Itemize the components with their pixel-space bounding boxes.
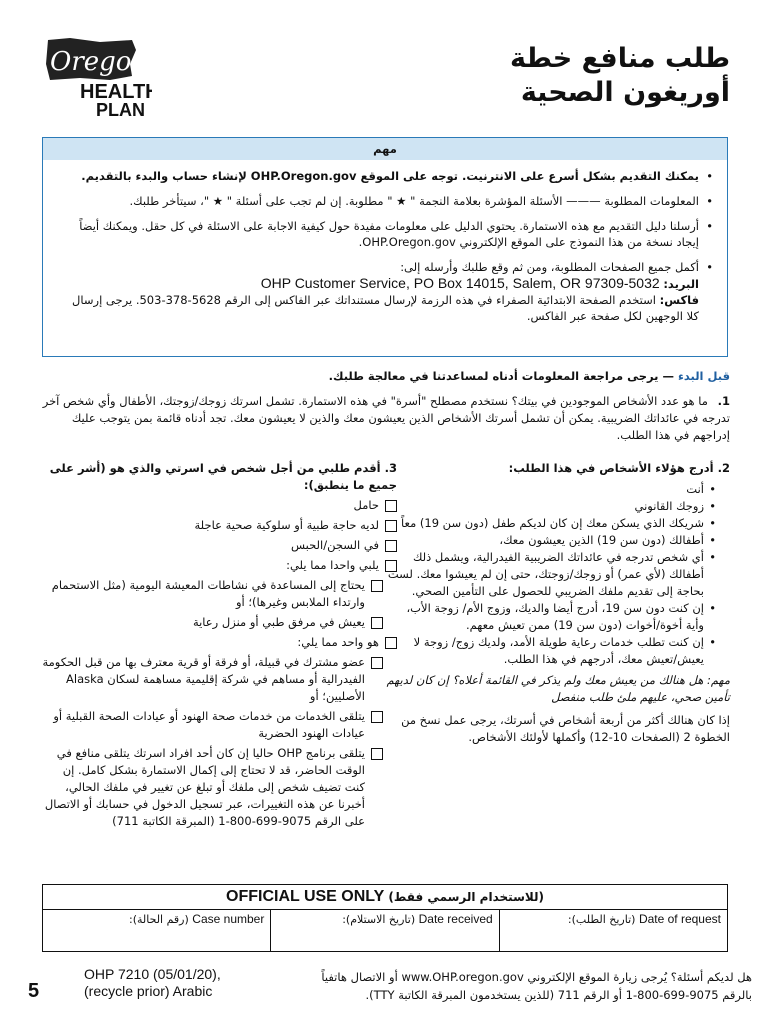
question-3 [42,460,397,833]
svg-text:Oregon: Oregon [50,47,149,77]
page-number: 5 [28,980,40,1002]
checkbox[interactable] [385,520,397,532]
checkbox-pregnant[interactable]: حامل [42,497,397,514]
oregon-logo-icon [40,36,152,120]
important-notice-box [42,137,728,357]
question-2 [385,460,730,746]
date-of-request-field[interactable]: Date of request (تاريخ الطلب): [499,910,727,951]
title-line-1: طلب منافع خطة [510,43,730,74]
checkbox-care-facility[interactable]: يعيش في مرفق طبي أو منزل رعاية [42,614,397,631]
checkbox[interactable] [385,540,397,552]
oregon-health-plan-logo [40,36,152,120]
mail-address: OHP Customer Service, PO Box 14015, Salem, OR 97309-5032 [260,275,660,291]
official-heading: OFFICIAL USE ONLY (للاستخدام الرسمي فقط) [43,885,727,910]
checkbox-receives-ohp[interactable]: يتلقى برنامج OHP حاليا إن كان أحد افراد اسرتك يتلقى منافع في الوقت الحاضر، قد لا تحتاج إلى إكمال الاستمارة بشكل كامل. إن كنت تضيف شخص إلى ملفك أو تبلغ عن تغيير في ملفك الحالي، أخبرنا عن هذه التغييرات، عبر تسجيل الدخول في حسابك أو الاتصال على الرقم 9075-699-800-1 (المبرقة الكاتبة 711) [42,745,397,830]
question-1-number: 1. [717,394,730,408]
checkbox[interactable] [371,617,383,629]
before-start-line [40,369,730,383]
important-item-online: • يمكنك التقديم بشكل أسرع على الانترنيت. توجه على الموقع OHP.Oregon.gov لإنشاء حساب والبدء بالتقديم. [57,168,713,184]
official-use-box [42,884,728,952]
fax-line [57,292,699,324]
checkbox[interactable] [371,711,383,723]
svg-text:HEALTH: HEALTH [80,81,152,103]
question-1-text: ما هو عدد الأشخاص الموجودين في بيتك؟ نستخدم مصطلح "أسرة" في هذه الاستمارة. تشمل اسرتك زوجك/زوجتك، الأطفال وأي شخص آخر تدرجه في عائداتك الضريبية. يمكن أن تشمل أسرتك الأشخاص الذين يعيشون معك والذين لا يعيشون معك. تجد أدناه قائمة بمن يتوجب عليك إدراجهم في هذا الطلب. [42,394,730,442]
list-item: • شريكك الذي يسكن معك إن كان لديكم طفل (دون سن 19) معاً [385,515,716,532]
checkbox-tribe-member[interactable]: عضو مشترك في قبيلة، أو فرقة أو قرية معترف بها من قبل الحكومة الفيدرالية أو مساهم في شركة إقليمية مساهمة لسكان Alaska الأصليين؛ أو [42,654,397,705]
mail-line [57,275,699,292]
checkbox-is-one[interactable]: هو واحد مما يلي: [42,634,397,651]
question-2-extra: إذا كان هنالك أكثر من أربعة أشخاص في أسرتك، يرجى عمل نسخ من الخطوة 2 (الصفحات 10-12) وأكملها لأولئك الأشخاص. [401,713,730,744]
svg-text:PLAN: PLAN [96,100,145,120]
checkbox-indian-health[interactable]: يتلقى الخدمات من خدمات صحة الهنود أو عيادات الصحة القبلية أو عيادات الهنود الحضرية [42,708,397,742]
question-2-heading: 2. أدرج هؤلاء الأشخاص في هذا الطلب: [508,461,730,475]
checkbox-jail[interactable]: في السجن/الحبس [42,537,397,554]
important-item-guide: • أرسلنا دليل التقديم مع هذه الاستمارة. يحتوي الدليل على معلومات مفيدة حول كيفية الاجابة على الاسئلة في كل حقل. ويمكنك أيضاً إيجاد نسخة من هذا النموذج على الموقع الإلكتروني OHP.Oregon.gov. [57,218,713,250]
checkbox[interactable] [371,580,383,592]
list-item: • أي شخص تدرجه في عائداتك الضريبية الفيدرالية، ويشمل ذلك أطفالك (لأي عمر) أو زوجك/زوجتك، حتى إن لم يعيشوا معك. لست بحاجة إلى تقديم ملفك الضريبي للحصول على التأمين الصحي. [385,549,716,600]
list-item: • أطفالك (دون سن 19) الذين يعيشون معك، [385,532,716,549]
form-id: OHP 7210 (05/01/20), (recycle prior) Arabic [84,966,221,999]
before-start-text: — يرجى مراجعة المعلومات أدناه لمساعدتنا في معالجة طلبك. [328,369,674,383]
mail-label: البريد: [663,277,699,291]
checkbox[interactable] [371,748,383,760]
checkbox-daily-living[interactable]: يحتاج إلى المساعدة في نشاطات المعيشة اليومية (مثل الاستحمام وارتداء الملابس وغيرها)؛ أو [42,577,397,611]
footer-questions: هل لديكم أسئلة؟ يُرجى زيارة الموقع الإلكتروني www.OHP.oregon.gov أو الاتصال هاتفياً بالرقم 9075-699-800-1 أو الرقم 711 (للذين يستخدمون المبرقة الكاتبة TTY). [321,970,752,1002]
question-1 [40,393,730,444]
important-item-mail: • أكمل جميع الصفحات المطلوبة، ومن ثم وقع طلبك وأرسله إلى: البريد: OHP Customer Service, PO Box 14015, Salem, OR 97309-5032 فاكس: استخدم الصفحة الابتدائية الصفراء في هذه الرزمة لإرسال مستنداتك عبر الفاكس إلى الرقم 5628-378-503. يرجى إرسال كلا الوجهين لكل صفحة عبر الفاكس. [57,259,713,324]
list-item: • أنت [385,481,716,498]
fax-label: فاكس: [659,293,699,307]
checkbox[interactable] [385,500,397,512]
list-item: • إن كنت دون سن 19، أدرج أيضا والديك، وزوج الأم/ زوجة الأب، وأية أخوة/أخوات (دون سن 19) ممن تعيش معهم. [385,600,716,634]
checkbox-urgent-need[interactable]: لديه حاجة طبية أو سلوكية صحية عاجلة [42,517,397,534]
case-number-field[interactable]: Case number (رقم الحالة): [129,912,265,926]
page-title [510,42,730,110]
checkbox[interactable] [385,637,397,649]
question-2-note: مهم: هل هنالك من يعيش معك ولم يذكر في القائمة أعلاه؟ إن كان لديهم تأمين صحي، عليهم ملئ طلب منفصل [386,673,730,704]
date-received-field[interactable]: Date received (تاريخ الاستلام): [270,910,498,951]
list-item: • زوجك القانوني [385,498,716,515]
question-3-heading: 3. أقدم طلبي من أجل شخص في اسرتي والذي هو (أشر على جميع ما ينطبق): [49,461,397,492]
before-start-label: قبل البدء [678,369,730,383]
checkbox[interactable] [385,560,397,572]
household-list [385,481,730,668]
fax-text: استخدم الصفحة الابتدائية الصفراء في هذه الرزمة لإرسال مستنداتك عبر الفاكس إلى الرقم 5628-378-503. يرجى إرسال كلا الوجهين لكل صفحة عبر الفاكس. [72,293,699,323]
important-heading: مهم [43,138,727,160]
important-item-required: • المعلومات المطلوبة ——— الأسئلة المؤشرة بعلامة النجمة " ★ " مطلوبة. إن لم تجب على أسئلة " ★ "، سيتأخر طلبك. [57,193,713,209]
list-item: • إن كنت تطلب خدمات رعاية طويلة الأمد، ولديك زوج/ زوجة لا يعيش/تعيش معك، أدرجهم في هذا الطلب. [385,634,716,668]
title-line-2: أوريغون الصحية [520,77,730,108]
checkbox-meets-one[interactable]: يلبي واحدا مما يلي: [42,557,397,574]
checkbox[interactable] [371,657,383,669]
